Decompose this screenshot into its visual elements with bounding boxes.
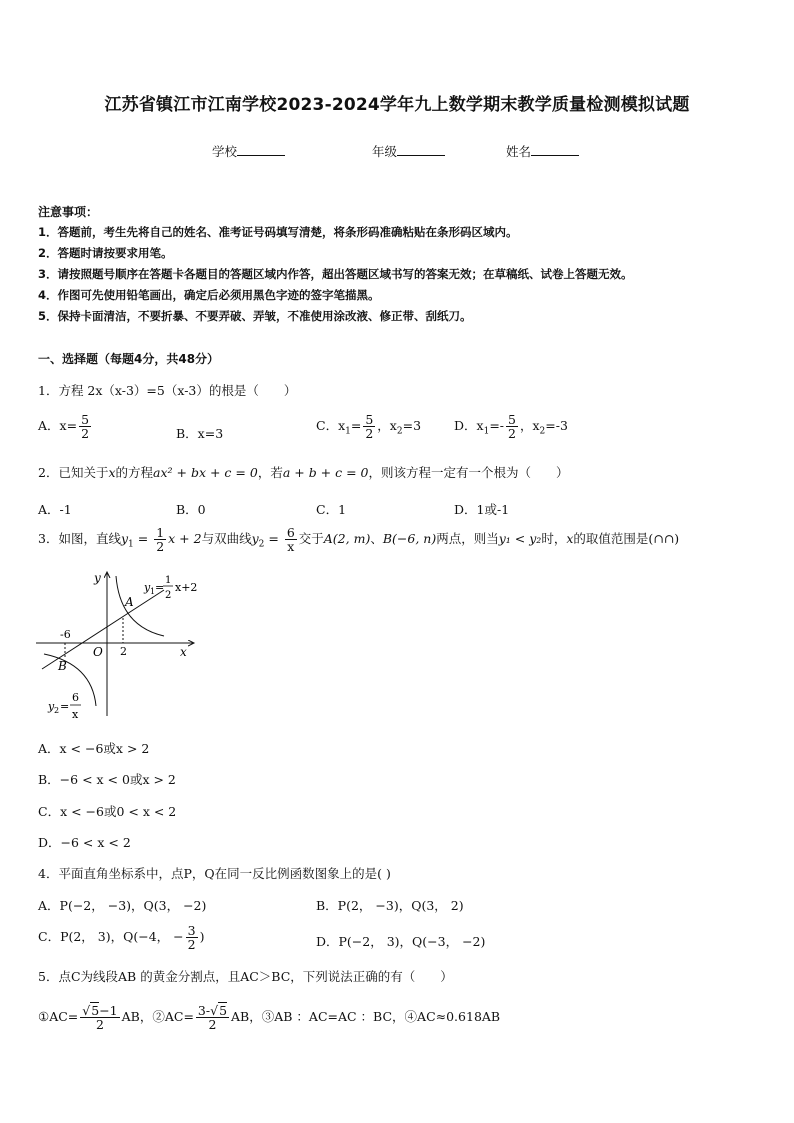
grade-label: 年级 [372, 144, 398, 159]
name-label: 姓名 [506, 144, 532, 159]
q4-option-d[interactable]: D．P(−2， 3)，Q(−3， −2) [316, 934, 486, 949]
q4-option-b[interactable]: B．P(2， −3)，Q(3， 2) [316, 898, 464, 913]
svg-text:=: = [60, 700, 70, 713]
q3-function-graph [34, 566, 204, 726]
q3-option-a[interactable]: A．x < −6或x > 2 [38, 741, 150, 756]
question-3-stem: 3．如图，直线$y_1$ = $\frac{1}{2}$ x + 2与双曲线$y_2$ = $\frac{6}{x}$ 交于A(2, m)、B(−6, n)两点，则当y₁ < y₂时，x的取值范围是(∩∩) [38, 525, 680, 555]
tick-neg6: -6 [60, 628, 71, 641]
q1-option-a[interactable]: A．x= $\frac{5}{2}$ [38, 412, 90, 442]
grade-field[interactable] [372, 142, 445, 160]
y-axis-label: y [94, 571, 101, 585]
name-field[interactable] [506, 142, 579, 160]
svg-text:2: 2 [54, 706, 60, 715]
svg-text:x+2: x+2 [175, 581, 198, 594]
q1-option-c[interactable]: C．$x_1=$ $\frac{5}{2}$ ，$x_2=3$ [316, 412, 422, 442]
question-1-stem: 1．方程 2x（x-3）=5（x-3）的根是（ ） [38, 383, 297, 398]
line-y1-label [143, 575, 197, 601]
note-item: 3．请按照题号顺序在答题卡各题目的答题区域内作答，超出答题区域书写的答案无效；在草稿纸、试卷上答题无效。 [38, 267, 633, 281]
name-blank[interactable] [531, 145, 579, 156]
notes-heading: 注意事项： [38, 205, 99, 219]
q3-option-c[interactable]: C．x < −6或0 < x < 2 [38, 804, 177, 819]
svg-text:6: 6 [72, 691, 79, 704]
q3-option-b[interactable]: B．−6 < x < 0或x > 2 [38, 772, 176, 787]
hyperbola-y2-label [47, 691, 81, 721]
point-b-label: B [58, 659, 67, 673]
svg-text:y: y [48, 700, 55, 713]
svg-text:=: = [155, 581, 165, 594]
tick-2: 2 [120, 645, 127, 658]
origin-label: O [93, 645, 103, 659]
question-5-stem: 5．点C为线段AB 的黄金分割点，且AC＞BC，下列说法正确的有（ ） [38, 969, 453, 984]
page-title: 江苏省镇江市江南学校2023-2024学年九上数学期末教学质量检测模拟试题 [104, 95, 690, 115]
q2-option-b[interactable]: B．0 [176, 502, 206, 517]
note-item: 5．保持卡面清洁，不要折暴、不要弄破、弄皱，不准使用涂改液、修正带、刮纸刀。 [38, 309, 472, 323]
question-2-stem: 2．已知关于x的方程ax² + bx + c = 0，若a + b + c = 0，则该方程一定有一个根为（ ） [38, 465, 569, 480]
q1-option-b[interactable]: B．x=3 [176, 426, 224, 441]
note-item: 2．答题时请按要求用笔。 [38, 246, 173, 260]
q2-option-d[interactable]: D．1或-1 [454, 502, 510, 517]
grade-blank[interactable] [397, 145, 445, 156]
q3-option-d[interactable]: D．−6 < x < 2 [38, 835, 131, 850]
svg-text:1: 1 [150, 587, 156, 596]
q4-option-c[interactable]: C．P(2， 3)，Q(−4， − $\frac{3}{2}$ ) [38, 923, 205, 953]
hyperbola-branch-2 [44, 654, 96, 706]
q4-option-a[interactable]: A．P(−2， −3)，Q(3， −2) [38, 898, 207, 913]
section-heading: 一、选择题（每题4分，共48分） [38, 352, 220, 366]
q2-option-a[interactable]: A．-1 [38, 502, 72, 517]
note-item: 4．作图可先使用铅笔画出，确定后必须用黑色字迹的签字笔描黑。 [38, 288, 380, 302]
school-label: 学校 [212, 144, 238, 159]
q1-option-d[interactable]: D．$x_1=-$ $\frac{5}{2}$ ，$x_2=-3$ [454, 412, 568, 442]
x-axis-label: x [180, 645, 187, 659]
note-item: 1．答题前，考生先将自己的姓名、准考证号码填写清楚，将条形码准确粘贴在条形码区域内。 [38, 225, 518, 239]
school-blank[interactable] [237, 145, 285, 156]
question-5-statements: ①AC= $\frac{√5-1}{2}$ AB，②AC= $\frac{3-√5}{2}$ AB，③AB ：AC=AC ：BC，④AC≈0.618AB [38, 1003, 501, 1033]
point-a-label: A [125, 595, 134, 609]
svg-text:x: x [72, 708, 79, 721]
school-field[interactable] [212, 142, 285, 160]
question-4-stem: 4．平面直角坐标系中，点P，Q在同一反比例函数图象上的是( ) [38, 866, 391, 881]
svg-text:y: y [144, 581, 151, 594]
svg-text:2: 2 [165, 590, 172, 601]
svg-text:1: 1 [165, 575, 172, 586]
q2-option-c[interactable]: C．1 [316, 502, 347, 517]
